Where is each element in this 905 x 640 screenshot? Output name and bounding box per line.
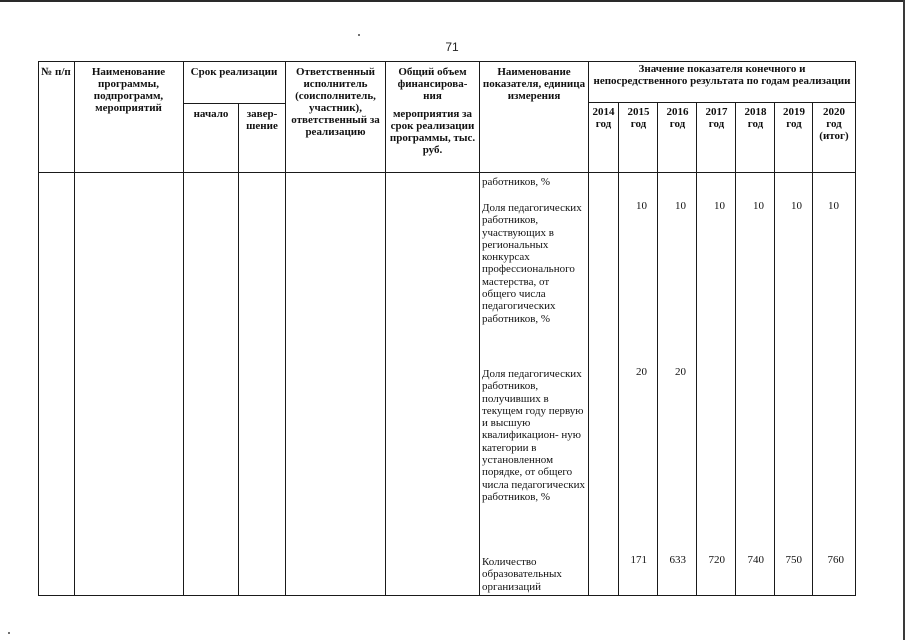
header-year: 2018 год — [744, 106, 767, 130]
header-year: 2020 год (итог) — [819, 106, 849, 142]
table-cell-value: 750 — [785, 554, 802, 566]
table-cell-value: 10 — [675, 200, 686, 212]
table-cell-value: 740 — [747, 554, 764, 566]
header-year: 2019 год — [783, 106, 805, 130]
table-cell-value: 10 — [753, 200, 764, 212]
scan-edge-top — [0, 0, 905, 2]
table-cell-value: 20 — [675, 366, 686, 378]
header-name: Наименование программы, подпрограмм, мероприятий — [91, 66, 166, 114]
table-cell-value: 20 — [636, 366, 647, 378]
header-indicator: Наименование показателя, единица измерения — [482, 66, 586, 102]
table-row-indicator: Доля педагогических работников, получивших в текущем году первую и высшую квалификацион- ную категории в установленном порядке, от общего числа педагогических работников, % — [482, 368, 585, 503]
header-financing-bottom: мероприятия за срок реализации программы, тыс. руб. — [389, 108, 476, 156]
header-year: 2014 год — [592, 106, 615, 130]
header-financing-top: Общий объем финансирова- ния — [397, 66, 468, 102]
header-year: 2016 год — [666, 106, 689, 130]
header-year: 2017 год — [705, 106, 728, 130]
page-number: 71 — [445, 40, 459, 54]
header-number: № п/п — [41, 66, 71, 78]
header-values: Значение показателя конечного и непосредственного результата по годам реализации — [593, 63, 851, 87]
scan-speck — [358, 34, 360, 36]
table-row-indicator: работников, % — [482, 176, 551, 188]
table-cell-value: 633 — [669, 554, 686, 566]
table-cell-value: 10 — [714, 200, 725, 212]
header-year: 2015 год — [627, 106, 650, 130]
header-term: Срок реализации — [190, 66, 278, 78]
header-start: начало — [193, 108, 229, 120]
table-cell-value: 171 — [630, 554, 647, 566]
table-cell-value: 10 — [828, 200, 839, 212]
header-end: завер- шение — [246, 108, 278, 132]
table-row-indicator: Доля педагогических работников, участвующих в региональных конкурсах профессионального мастерства, от общего числа педагогических работников, % — [482, 202, 582, 325]
table-cell-value: 760 — [827, 554, 844, 566]
table-cell-value: 720 — [708, 554, 725, 566]
header-responsible: Ответственный исполнитель (соисполнитель, участник), ответственный за реализацию — [291, 66, 380, 138]
scan-speck — [8, 632, 10, 634]
table-cell-value: 10 — [791, 200, 802, 212]
table-cell-value: 10 — [636, 200, 647, 212]
table-row-indicator: Количество образовательных организаций — [482, 556, 562, 593]
